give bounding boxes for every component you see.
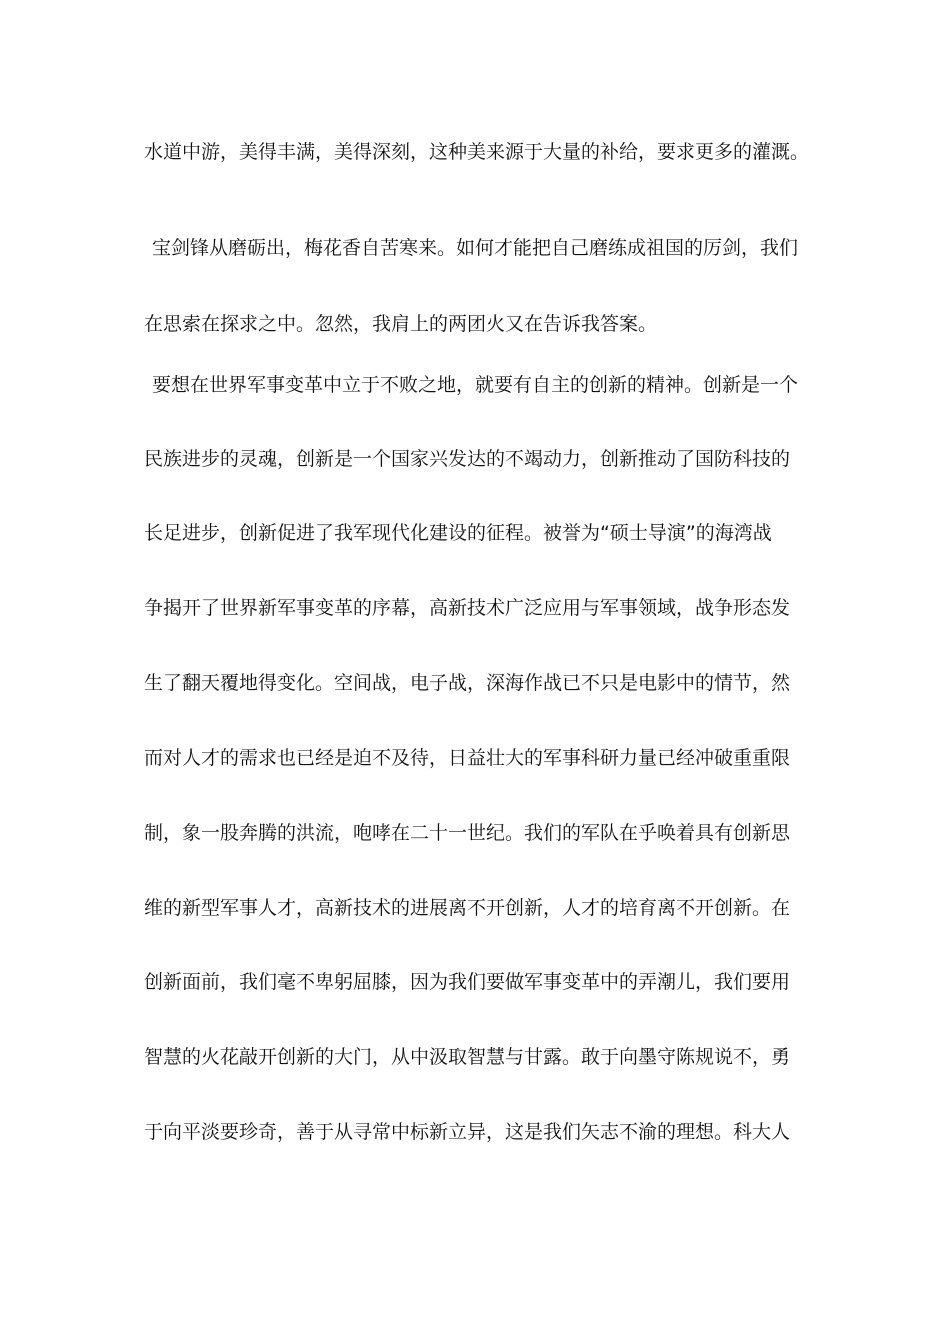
paragraph-line: 在思索在探求之中。忽然，我肩上的两团火又在告诉我答案。 (144, 313, 658, 335)
paragraph-line: 智慧的火花敲开创新的大门，从中汲取智慧与甘露。敢于向墨守陈规说不，勇 (144, 1046, 791, 1068)
paragraph-line: 长足进步，创新促进了我军现代化建设的征程。被誉为“硕士导演”的海湾战 (144, 522, 772, 544)
paragraph-line: 维的新型军事人才，高新技术的进展离不开创新，人才的培育离不开创新。在 (144, 897, 791, 919)
paragraph-line: 于向平淡要珍奇，善于从寻常中标新立异，这是我们矢志不渝的理想。科大人 (144, 1121, 791, 1143)
paragraph-line: 宝剑锋从磨砺出，梅花香自苦寒来。如何才能把自己磨练成祖国的厉剑，我们 (152, 237, 799, 259)
paragraph-line: 而对人才的需求也已经是迫不及待，日益壮大的军事科研力量已经冲破重重限 (144, 747, 791, 769)
paragraph-line: 民族进步的灵魂，创新是一个国家兴发达的不竭动力，创新推动了国防科技的 (144, 448, 791, 470)
paragraph-line: 水道中游，美得丰满，美得深刻，这种美来源于大量的补给，要求更多的灌溉。 (144, 141, 810, 163)
paragraph-line: 争揭开了世界新军事变革的序幕，高新技术广泛应用与军事领域，战争形态发 (144, 597, 791, 619)
paragraph-line: 创新面前，我们毫不卑躬屈膝，因为我们要做军事变革中的弄潮儿，我们要用 (144, 971, 791, 993)
paragraph-line: 生了翻天覆地得变化。空间战，电子战，深海作战已不只是电影中的情节，然 (144, 672, 791, 694)
paragraph-line: 制，象一股奔腾的洪流，咆哮在二十一世纪。我们的军队在乎唤着具有创新思 (144, 822, 791, 844)
paragraph-line: 要想在世界军事变革中立于不败之地，就要有自主的创新的精神。创新是一个 (152, 374, 799, 396)
